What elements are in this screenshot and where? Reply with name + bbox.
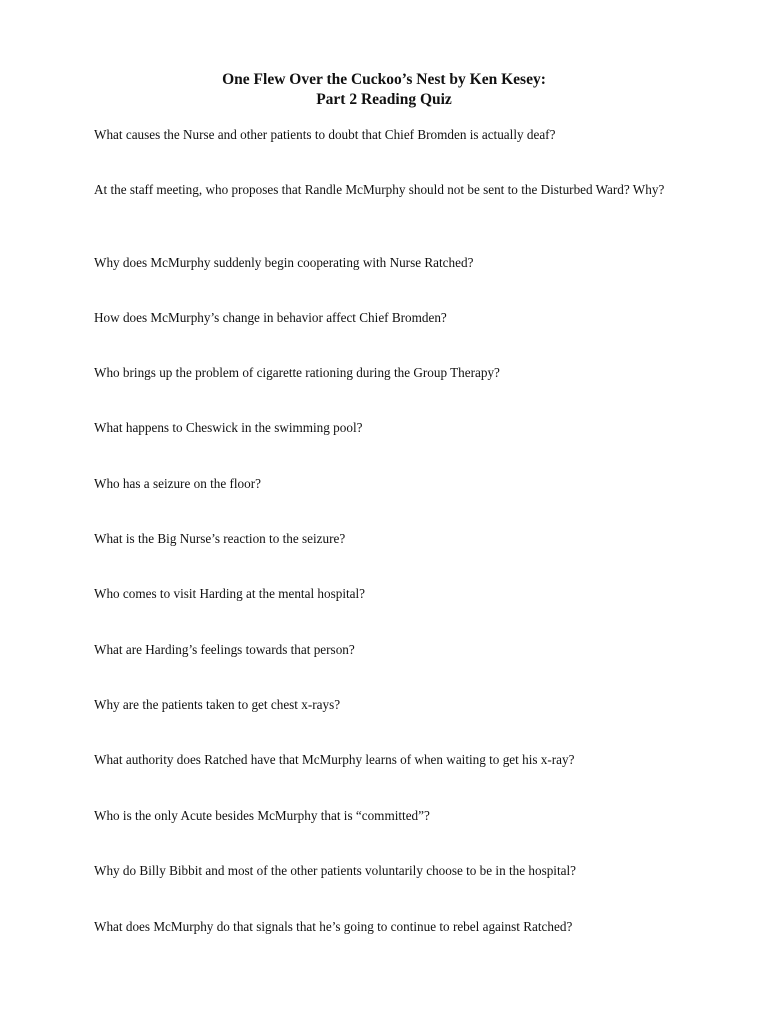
question-1: What causes the Nurse and other patients to doubt that Chief Bromden is actually deaf? (94, 127, 556, 142)
question-8: What is the Big Nurse’s reaction to the seizure? (94, 531, 346, 546)
question-10: What are Harding’s feelings towards that person? (94, 642, 355, 657)
title-line-2: Part 2 Reading Quiz (316, 91, 452, 108)
question-6: What happens to Cheswick in the swimming pool? (94, 420, 363, 435)
question-3: Why does McMurphy suddenly begin cooperating with Nurse Ratched? (94, 255, 474, 270)
question-5: Who brings up the problem of cigarette rationing during the Group Therapy? (94, 365, 500, 380)
question-13: Who is the only Acute besides McMurphy that is “committed”? (94, 808, 430, 823)
question-9: Who comes to visit Harding at the mental hospital? (94, 586, 366, 601)
question-4: How does McMurphy’s change in behavior affect Chief Bromden? (94, 310, 447, 325)
question-2: At the staff meeting, who proposes that Randle McMurphy should not be sent to the Disturbed Ward? Why? (94, 182, 665, 197)
question-12: What authority does Ratched have that McMurphy learns of when waiting to get his x-ray? (94, 752, 575, 767)
question-14: Why do Billy Bibbit and most of the other patients voluntarily choose to be in the hospital? (94, 863, 577, 878)
question-7: Who has a seizure on the floor? (94, 476, 261, 491)
question-15: What does McMurphy do that signals that he’s going to continue to rebel against Ratched? (94, 919, 573, 934)
document-title (0, 70, 768, 110)
title-line-1: One Flew Over the Cuckoo’s Nest by Ken Kesey: (222, 71, 546, 88)
question-11: Why are the patients taken to get chest x-rays? (94, 697, 341, 712)
